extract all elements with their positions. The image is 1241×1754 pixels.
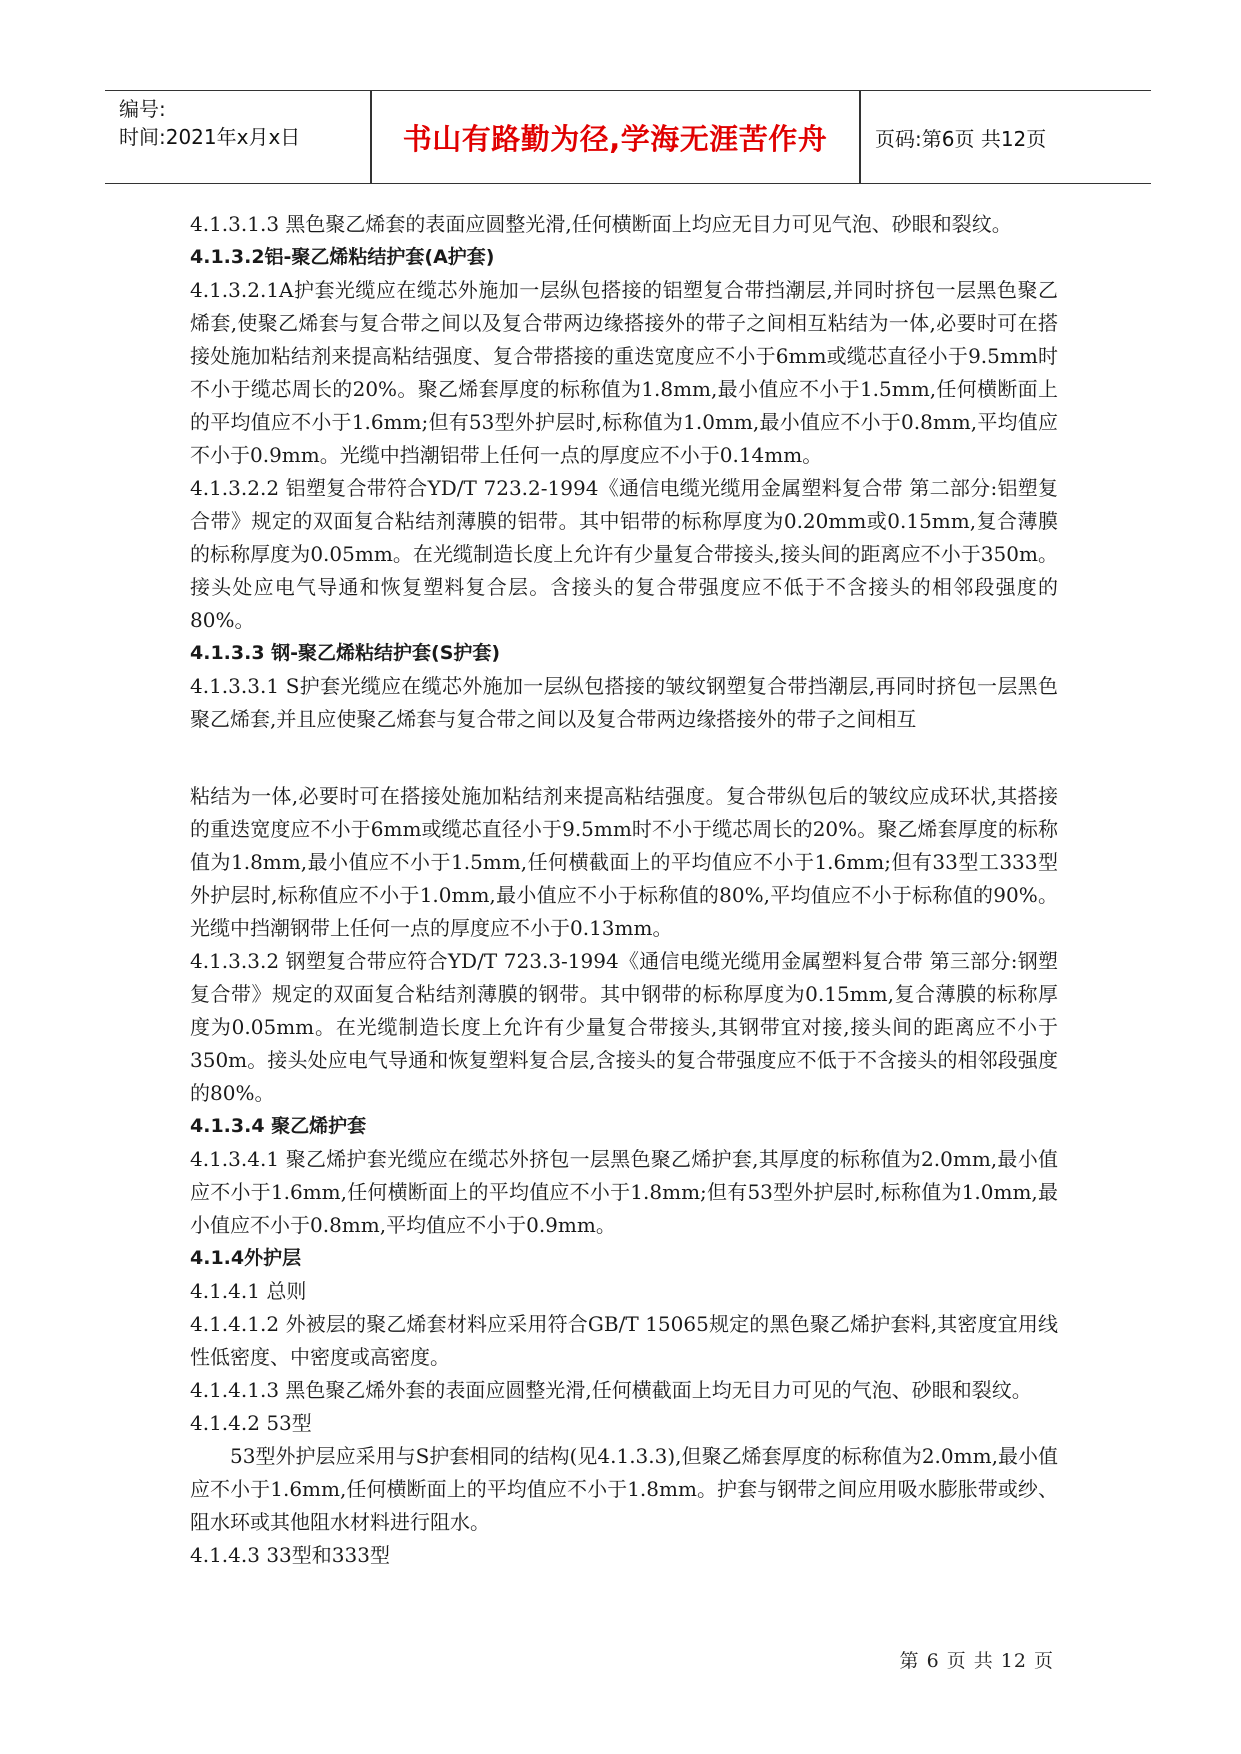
document-body: [190, 208, 1058, 1572]
body-paragraph: 4.1.3.1.3 黑色聚乙烯套的表面应圆整光滑,任何横断面上均应无目力可见气泡、砂眼和裂纹。: [190, 212, 1012, 236]
section-heading: 4.1.3.3 钢-聚乙烯粘结护套(S护套): [190, 642, 501, 664]
header-left-cell: [119, 95, 369, 151]
body-paragraph: 4.1.3.3.2 钢塑复合带应符合YD/T 723.3-1994《通信电缆光缆用金属塑料复合带 第三部分:钢塑复合带》规定的双面复合粘结剂薄膜的钢带。其中钢带的标称厚度为0.15mm,复合薄膜的标称厚度为0.05mm。在光缆制造长度上允许有少量复合带接头,其钢带宜对接,接头间的距离应不小于350m。接头处应电气导通和恢复塑料复合层,含接头的复合带强度应不低于不含接头的相邻段强度的80%。: [190, 949, 1058, 1105]
body-paragraph: 53型外护层应采用与S护套相同的结构(见4.1.3.3),但聚乙烯套厚度的标称值为2.0mm,最小值应不小于1.6mm,任何横断面上的平均值应不小于1.8mm。护套与钢带之间应用吸水膨胀带或纱、阻水环或其他阻水材料进行阻水。: [190, 1444, 1058, 1534]
body-paragraph: 4.1.3.2.1A护套光缆应在缆芯外施加一层纵包搭接的铝塑复合带挡潮层,并同时挤包一层黑色聚乙烯套,使聚乙烯套与复合带之间以及复合带两边缘搭接外的带子之间相互粘结为一体,必要时可在搭接处施加粘结剂来提高粘结强度、复合带搭接的重迭宽度应不小于6mm或缆芯直径小于9.5mm时不小于缆芯周长的20%。聚乙烯套厚度的标称值为1.8mm,最小值应不小于1.5mm,任何横断面上的平均值应不小于1.6mm;但有53型外护层时,标称值为1.0mm,最小值应不小于0.8mm,平均值应不小于0.9mm。光缆中挡潮铝带上任何一点的厚度应不小于0.14mm。: [190, 278, 1058, 467]
page-footer: 第 6 页 共 12 页: [899, 1650, 1054, 1672]
body-paragraph: 4.1.3.3.1 S护套光缆应在缆芯外施加一层纵包搭接的皱纹钢塑复合带挡潮层,再同时挤包一层黑色聚乙烯套,并且应使聚乙烯套与复合带之间以及复合带两边缘搭接外的带子之间相互: [190, 674, 1058, 731]
section-heading: 4.1.3.4 聚乙烯护套: [190, 1115, 367, 1137]
body-paragraph: 4.1.4.3 33型和333型: [190, 1543, 390, 1567]
page-break-gap: [190, 736, 1058, 780]
document-number-label: 编号:: [119, 97, 166, 121]
section-heading: 4.1.3.2铝-聚乙烯粘结护套(A护套): [190, 246, 495, 268]
document-time-label: 时间:2021年x月x日: [119, 125, 301, 149]
header-divider: [859, 91, 861, 183]
body-paragraph: 4.1.4.1.3 黑色聚乙烯外套的表面应圆整光滑,任何横截面上均无目力可见的气泡、砂眼和裂纹。: [190, 1378, 1032, 1402]
body-paragraph: 4.1.4.1.2 外被层的聚乙烯套材料应采用符合GB/T 15065规定的黑色聚乙烯护套料,其密度宜用线性低密度、中密度或高密度。: [190, 1312, 1058, 1369]
header-motto: 书山有路勤为径,学海无涯苦作舟: [402, 121, 828, 156]
body-paragraph: 4.1.3.2.2 铝塑复合带符合YD/T 723.2-1994《通信电缆光缆用金属塑料复合带 第二部分:铝塑复合带》规定的双面复合粘结剂薄膜的铝带。其中铝带的标称厚度为0.20mm或0.15mm,复合薄膜的标称厚度为0.05mm。在光缆制造长度上允许有少量复合带接头,接头间的距离应不小于350m。接头处应电气导通和恢复塑料复合层。含接头的复合带强度应不低于不含接头的相邻段强度的80%。: [190, 476, 1058, 632]
body-paragraph: 4.1.4.1 总则: [190, 1279, 307, 1303]
header-page-info: 页码:第6页 共12页: [875, 126, 1047, 151]
section-heading: 4.1.4外护层: [190, 1247, 302, 1269]
body-paragraph: 4.1.4.2 53型: [190, 1411, 312, 1435]
body-paragraph: 粘结为一体,必要时可在搭接处施加粘结剂来提高粘结强度。复合带纵包后的皱纹应成环状,其搭接的重迭宽度应不小于6mm或缆芯直径小于9.5mm时不小于缆芯周长的20%。聚乙烯套厚度的标称值为1.8mm,最小值应不小于1.5mm,任何横截面上的平均值应不小于1.6mm;但有33型工333型外护层时,标称值应不小于1.0mm,最小值应不小于标称值的80%,平均值应不小于标称值的90%。光缆中挡潮钢带上任何一点的厚度应不小于0.13mm。: [190, 784, 1058, 940]
page-header: [105, 90, 1151, 184]
body-paragraph: 4.1.3.4.1 聚乙烯护套光缆应在缆芯外挤包一层黑色聚乙烯护套,其厚度的标称值为2.0mm,最小值应不小于1.6mm,任何横断面上的平均值应不小于1.8mm;但有53型外护层时,标称值为1.0mm,最小值应不小于0.8mm,平均值应不小于0.9mm。: [190, 1147, 1058, 1237]
